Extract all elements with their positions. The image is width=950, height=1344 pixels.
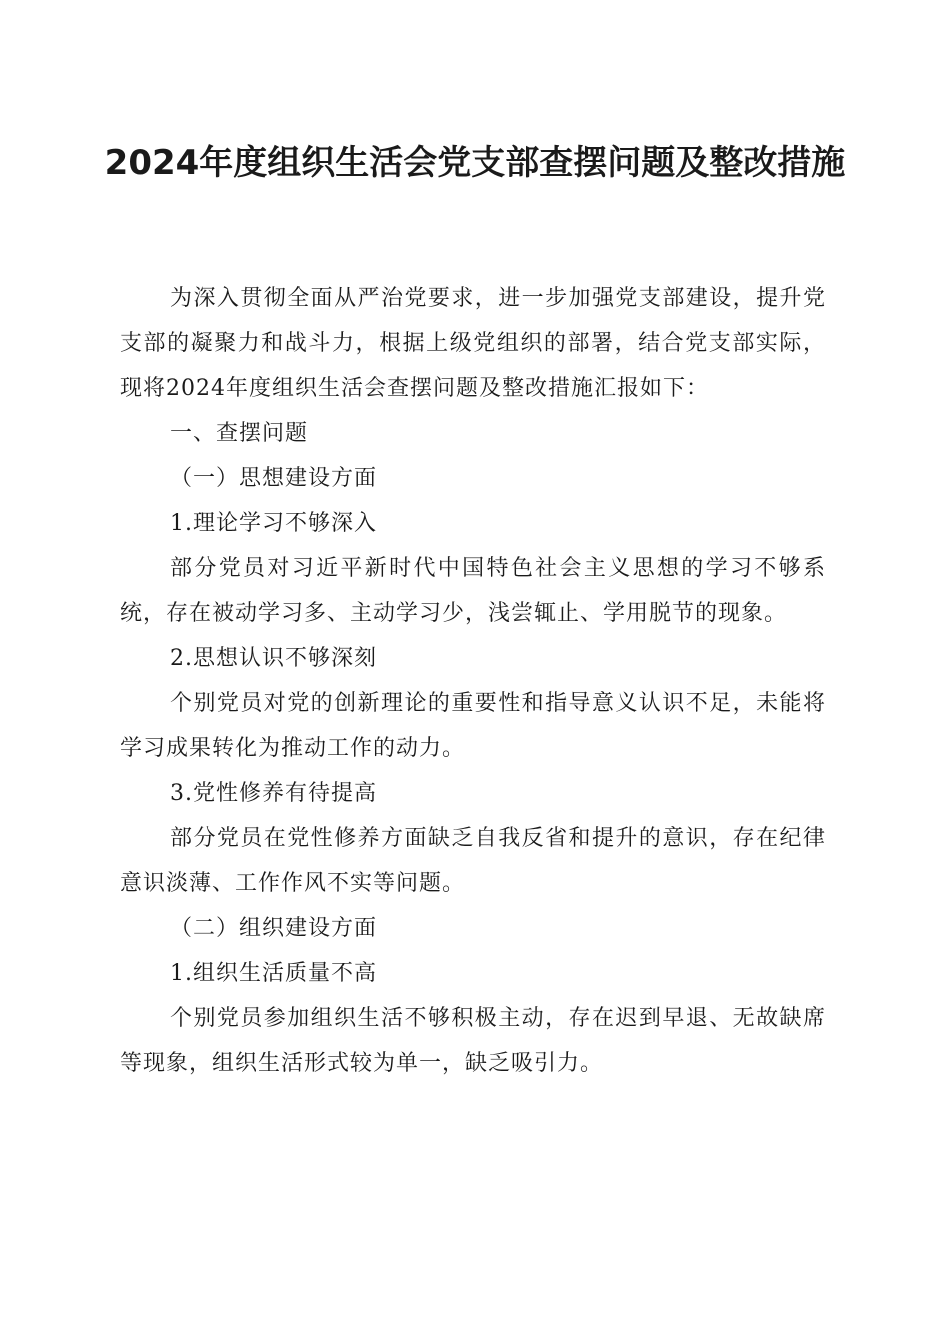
intro-paragraph: 为深入贯彻全面从严治党要求，进一步加强党支部建设，提升党支部的凝聚力和战斗力，根据上级党组织的部署，结合党支部实际，现将2024年度组织生活会查摆问题及整改措施汇报如下： [120, 286, 826, 401]
item-heading-org-life-quality: 1.组织生活质量不高 [170, 961, 377, 986]
item-text-org-life-quality: 个别党员参加组织生活不够积极主动，存在迟到早退、无故缺席等现象，组织生活形式较为单一，缺乏吸引力。 [120, 1006, 826, 1076]
item-heading-theory-study: 1.理论学习不够深入 [170, 511, 377, 536]
section-heading-problems: 一、查摆问题 [170, 421, 309, 446]
item-text-party-spirit: 部分党员在党性修养方面缺乏自我反省和提升的意识，存在纪律意识淡薄、工作作风不实等问题。 [120, 826, 826, 896]
document-body [120, 276, 826, 1086]
item-text-understanding: 个别党员对党的创新理论的重要性和指导意义认识不足，未能将学习成果转化为推动工作的动力。 [120, 691, 826, 761]
document-title: 2024年度组织生活会党支部查摆问题及整改措施 [104, 143, 846, 183]
item-heading-understanding: 2.思想认识不够深刻 [170, 646, 377, 671]
item-heading-party-spirit: 3.党性修养有待提高 [170, 781, 377, 806]
item-text-theory-study: 部分党员对习近平新时代中国特色社会主义思想的学习不够系统，存在被动学习多、主动学习少，浅尝辄止、学用脱节的现象。 [120, 556, 826, 626]
subsection-heading-organization: （二）组织建设方面 [170, 916, 378, 941]
subsection-heading-ideology: （一）思想建设方面 [170, 466, 378, 491]
